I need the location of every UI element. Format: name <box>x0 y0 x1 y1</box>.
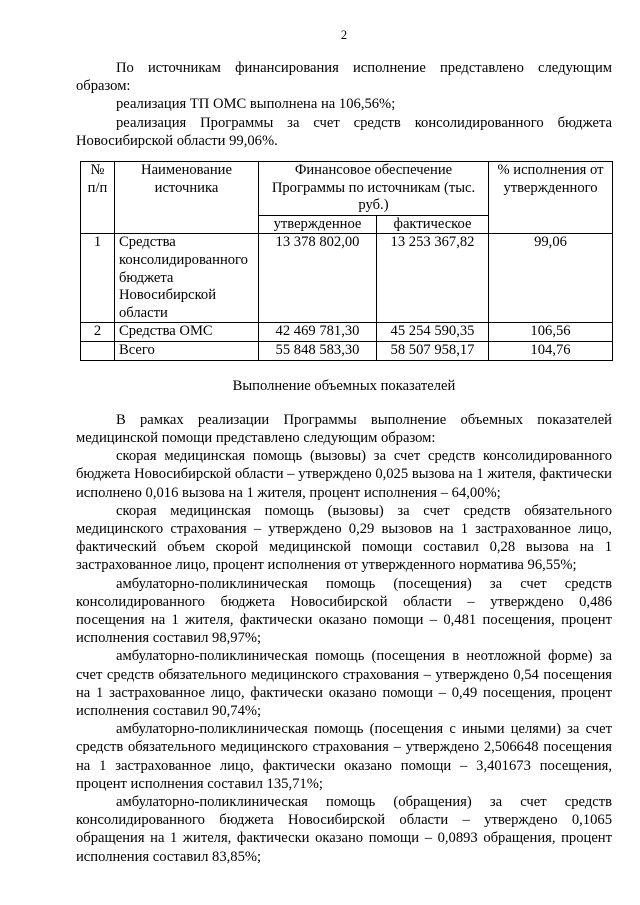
table-row <box>81 323 613 342</box>
financing-table <box>80 161 613 361</box>
row-approved: 55 848 583,30 <box>259 341 377 360</box>
document-page <box>76 28 612 866</box>
body-paragraph: амбулаторно-поликлиническая помощь (обращения) за счет средств консолидированного бюджета Новосибирской области – утверждено 0,1065 обращения на 1 жителя, фактически оказано помощи – 0,0893 обращения, процент исполнения составил 83,85%; <box>76 794 612 865</box>
header-name: Наименование источника <box>115 162 259 234</box>
header-num: № п/п <box>81 162 115 234</box>
row-actual: 13 253 367,82 <box>377 234 489 323</box>
header-percent: % исполнения от утвержденного <box>489 162 613 234</box>
row-percent: 99,06 <box>489 234 613 323</box>
page-number: 2 <box>340 28 348 42</box>
row-approved: 42 469 781,30 <box>259 323 377 342</box>
table-header-row <box>81 162 613 216</box>
header-approved: утвержденное <box>259 215 377 234</box>
row-num: 2 <box>81 323 115 342</box>
body-paragraph: В рамках реализации Программы выполнение объемных показателей медицинской помощи представлено следующим образом: <box>76 411 612 446</box>
row-name: Средства консолидированного бюджета Новосибирской области <box>115 234 259 323</box>
header-funding: Финансовое обеспечение Программы по источникам (тыс. руб.) <box>259 162 489 216</box>
row-percent: 104,76 <box>489 341 613 360</box>
row-percent: 106,56 <box>489 323 613 342</box>
body-paragraph: амбулаторно-поликлиническая помощь (посещения) за счет средств консолидированного бюджета Новосибирской области – утверждено 0,486 посещения на 1 жителя, фактически оказано помощи – 0,481 посещения, процент исполнения составил 98,97%; <box>76 575 612 647</box>
row-approved: 13 378 802,00 <box>259 234 377 323</box>
row-name: Всего <box>115 341 259 360</box>
row-actual: 58 507 958,17 <box>377 341 489 360</box>
row-actual: 45 254 590,35 <box>377 323 489 342</box>
intro-paragraph-2: реализация ТП ОМС выполнена на 106,56%; <box>116 96 396 113</box>
body-paragraph: скорая медицинская помощь (вызовы) за счет средств консолидированного бюджета Новосибирской области – утверждено 0,025 вызова на 1 жителя, фактически исполнено 0,016 вызова на 1 жителя, процент исполнения – 64,00%; <box>76 448 612 501</box>
table-row-total <box>81 341 613 360</box>
table-row <box>81 234 613 323</box>
section-title: Выполнение объемных показателей <box>232 377 456 394</box>
row-name: Средства ОМС <box>115 323 259 342</box>
body-paragraph: амбулаторно-поликлиническая помощь (посещения с иными целями) за счет средств обязательного медицинского страхования – утверждено 2,506648 посещения на 1 застрахованное лицо, фактически оказано помощи – 3,401673 посещения, процент исполнения составил 135,71%; <box>76 721 612 792</box>
row-num: 1 <box>81 234 115 323</box>
body-paragraph: скорая медицинская помощь (вызовы) за счет средств обязательного медицинского страхования – утверждено 0,29 вызовов на 1 застрахованное лицо, фактический объем скорой медицинской помощи составил 0,28 вызова на 1 застрахованное лицо, процент исполнения от утвержденного норматива 96,55%; <box>76 502 612 574</box>
intro-paragraph-1: По источникам финансирования исполнение представлено следующим образом: <box>76 60 612 95</box>
header-actual: фактическое <box>377 215 489 234</box>
body-paragraph: амбулаторно-поликлиническая помощь (посещения в неотложной форме) за счет средств обязательного медицинского страхования – утверждено 0,54 посещения на 1 застрахованное лицо, фактически оказано помощи – 0,49 посещения, процент исполнения составил 90,74%; <box>76 648 612 719</box>
row-num <box>81 341 115 360</box>
intro-paragraph-3: реализация Программы за счет средств консолидированного бюджета Новосибирской области 99,06%. <box>76 114 612 149</box>
